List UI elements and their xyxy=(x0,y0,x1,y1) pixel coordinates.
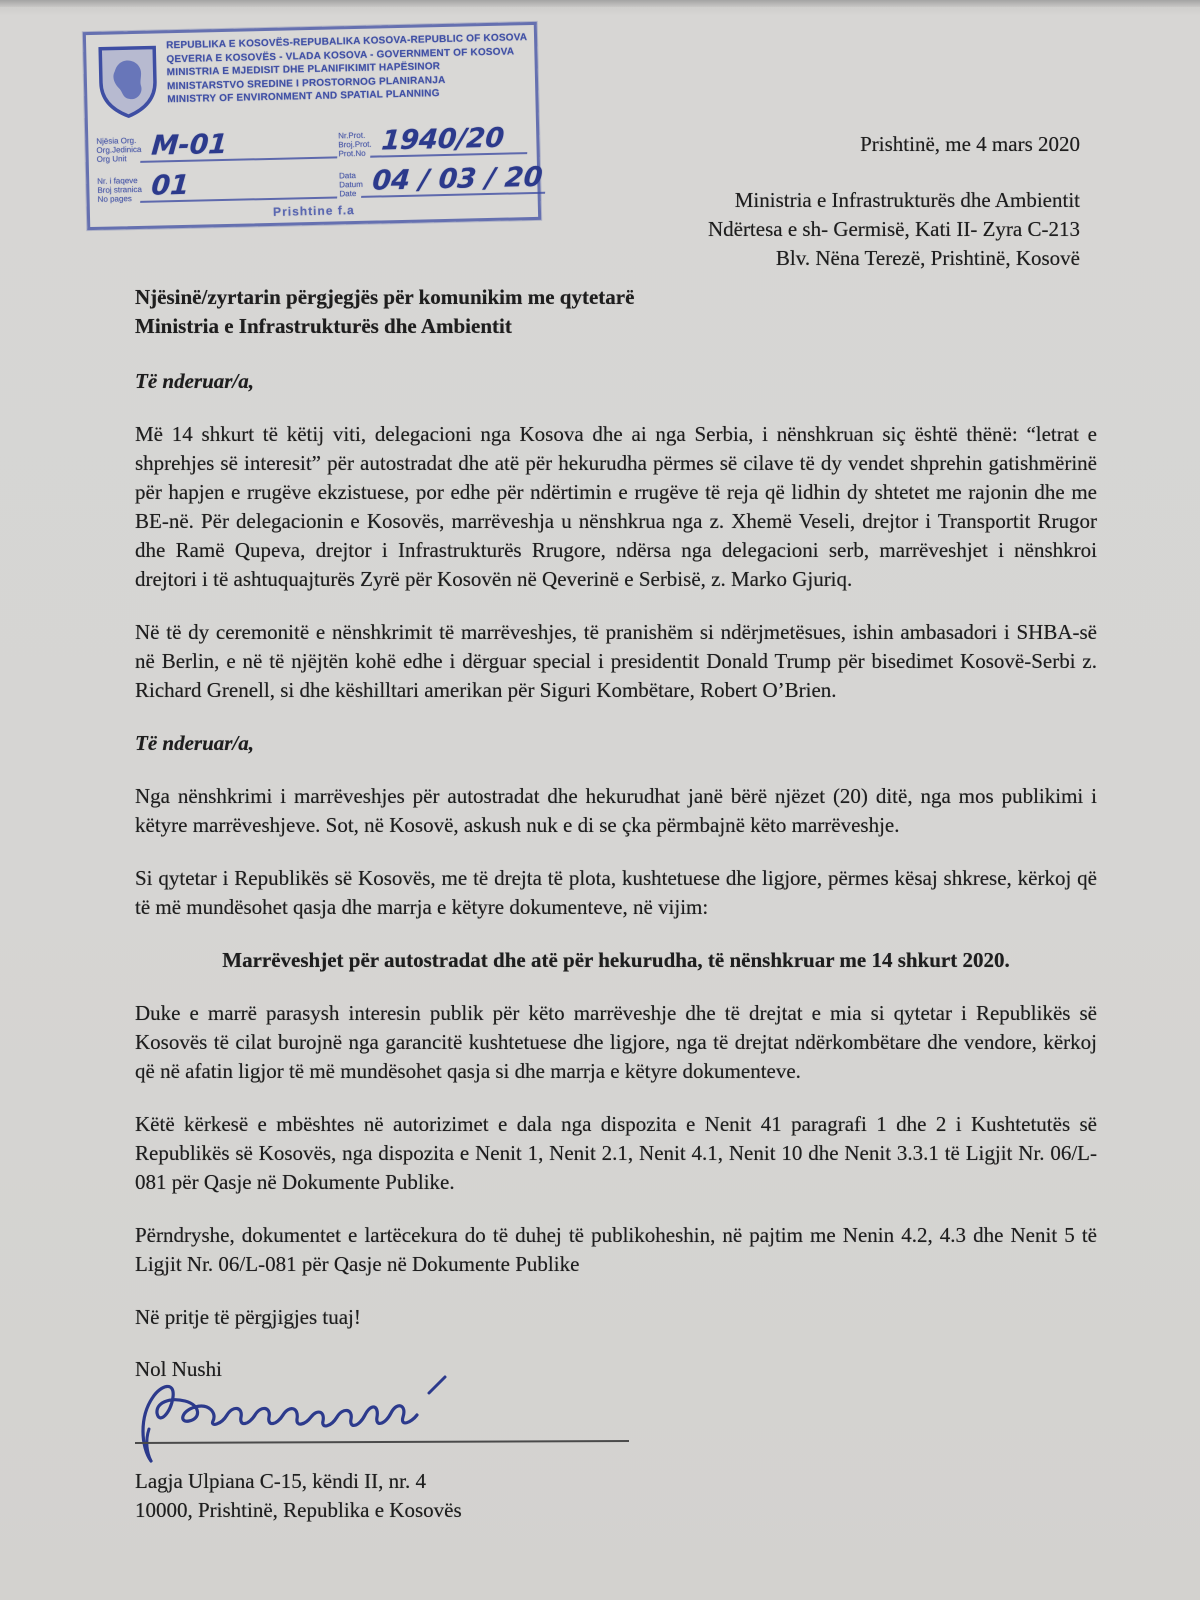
stamp-field-date-value: 04 / 03 / 20 xyxy=(362,164,548,198)
stamp-field-date xyxy=(338,161,545,199)
recipient-line-1: Njësinë/zyrtarin përgjegjës për komunikim me qytetarë xyxy=(135,285,635,309)
paragraph-6: Këtë kërkesë e mbështes në autorizimet e dala nga dispozita e Nenit 41 paragrafi 1 dhe 2 i Kushtetutës së Republikës së Kosovës, nga dispozita e Nenit 1, Nenit 2.1, Nenit 4.1, Nenit 10 dhe Nenit 3.3.1 të Ligjit Nr. 06/L-081 për Qasje në Dokumente Publike. xyxy=(135,1112,1097,1194)
paragraph-5: Duke e marrë parasysh interesin publik për këto marrëveshje dhe të drejtat e mia si qytetar i Republikës së Kosovës të cilat burojnë nga garancitë kushtetuese dhe ligjore, nga të drejtat ndërkombëtare dhe vendore, kërkoj që në afatin ligjor të më mundësohet qasja si dhe marrja e këtyre dokumenteve. xyxy=(135,1001,1097,1083)
stamp-field-pages xyxy=(97,168,340,203)
stamp-header-lines xyxy=(166,31,529,107)
paragraph-7: Përndryshe, dokumentet e lartëcekura do të duhej të publikoheshin, në pajtim me Nenin 4.2, 4.3 dhe Nenit 5 të Ligjit Nr. 06/L-081 për Qasje në Dokumente Publike xyxy=(135,1223,1097,1276)
stamp-header-line-5: MINISTRY OF ENVIRONMENT AND SPATIAL PLANNING xyxy=(167,88,440,106)
paragraph-2: Në të dy ceremonitë e nënshkrimit të marrëveshjes, të pranishëm si ndërjmetësues, ishin ambasadori i SHBA-së në Berlin, e në të njëjtën kohë edhe i dërguar special i presidentit Donald Trump për bisedimet Kosovë-Serbi z. Richard Grenell, si dhe këshilltari amerikan për Siguri Kombëtare, Robert O’Brien. xyxy=(135,620,1097,702)
stamp-field-org-unit-label: Njësia Org. Org.Jedinica Org Unit xyxy=(96,135,142,164)
stamp-field-protocol-number xyxy=(338,124,529,158)
request-line: Marrëveshjet për autostradat dhe atë për hekurudha, të nënshkruar me 14 shkurt 2020. xyxy=(222,948,1010,972)
stamp-header-line-2: QEVERIA E KOSOVËS - VLADA KOSOVA - GOVERNMENT OF KOSOVA xyxy=(166,45,515,65)
letter-body xyxy=(135,283,1097,1525)
stamp-field-pages-value: 01 xyxy=(141,168,341,203)
stamp-header-line-1: REPUBLIKA E KOSOVËS-REPUBALIKA KOSOVA-REPUBLIC OF KOSOVA xyxy=(166,32,528,52)
sender-address-line-2: 10000, Prishtinë, Republika e Kosovës xyxy=(135,1498,462,1522)
ministry-address-line-1: Ministria e Infrastrukturës dhe Ambientit xyxy=(734,188,1080,212)
stamp-field-pages-label: Nr. i faqeve Broj stranica No pages xyxy=(97,175,142,204)
handwritten-signature xyxy=(129,1369,669,1465)
stamp-footer: Prishtine f.a xyxy=(272,203,355,219)
stamp-field-org-unit-value: M-01 xyxy=(140,128,339,163)
recipient-block xyxy=(135,283,1097,341)
letter-header xyxy=(708,130,1080,273)
salutation-1: Të nderuar/a, xyxy=(135,369,255,393)
stamp-field-protocol-number-value: 1940/20 xyxy=(370,124,529,158)
protocol-stamp xyxy=(83,22,545,230)
sender-address-line-1: Lagja Ulpiana C-15, këndi II, nr. 4 xyxy=(135,1469,427,1493)
salutation-2: Të nderuar/a, xyxy=(135,731,255,755)
stamp-field-org-unit xyxy=(96,128,339,163)
stamp-header-line-4: MINISTARSTVO SREDINE I PROSTORNOG PLANIRANJA xyxy=(166,74,446,92)
stamp-field-date-label: Data Datum Date xyxy=(338,171,363,199)
signature-block xyxy=(135,1356,1097,1525)
closing-line: Në pritje të përgjigjes tuaj! xyxy=(135,1305,361,1329)
letter-date: Prishtinë, me 4 mars 2020 xyxy=(860,132,1080,156)
recipient-line-2: Ministria e Infrastrukturës dhe Ambientit xyxy=(135,314,512,338)
sender-address xyxy=(135,1467,1097,1525)
paragraph-1: Më 14 shkurt të këtij viti, delegacioni nga Kosova dhe ai nga Serbia, i nënshkruan siç është thënë: “letrat e shprehjes së interesit” për autostradat dhe atë për hekurudha përmes së cilave të dy vendet shprehin gatishmërinë për hapjen e rrugëve ekzistuese, por edhe për ndërtimin e rrugëve të reja që lidhin dy shtetet me rajonin dhe me BE-në. Për delegacionin e Kosovës, marrëveshja u nënshkrua nga z. Xhemë Veseli, drejtor i Transportit Rrugor dhe Ramë Qupeva, drejtor i Infrastrukturës Rrugore, ndërsa nga delegacioni serb, marrëveshjet i nënshkroi drejtori i të ashtuquajturës Zyrë për Kosovën në Qeverinë e Serbisë, z. Marko Gjuriq. xyxy=(135,422,1097,591)
ministry-address-line-3: Blv. Nëna Terezë, Prishtinë, Kosovë xyxy=(775,246,1080,270)
signer-name: Nol Nushi xyxy=(135,1357,222,1381)
paragraph-4: Si qytetar i Republikës së Kosovës, me të drejta të plota, kushtetuese dhe ligjore, përmes kësaj shkrese, kërkoj që të më mundësohet qasja dhe marrja e këtyre dokumenteve, në vijim: xyxy=(135,866,1097,919)
stamp-field-protocol-number-label: Nr.Prot. Broj.Prot. Prot.No xyxy=(338,130,372,159)
paragraph-3: Nga nënshkrimi i marrëveshjes për autostradat dhe hekurudhat janë bërë njëzet (20) ditë, nga mos publikimi i këtyre marrëveshjeve. Sot, në Kosovë, askush nuk e di se çka përmbajnë këto marrëveshje. xyxy=(135,784,1097,837)
kosovo-coat-of-arms-icon xyxy=(94,41,162,125)
stamp-header-line-3: MINISTRIA E MJEDISIT DHE PLANIFIKIMIT HAPËSINOR xyxy=(166,61,441,79)
ministry-address-line-2: Ndërtesa e sh- Germisë, Kati II- Zyra C-213 xyxy=(707,217,1080,241)
